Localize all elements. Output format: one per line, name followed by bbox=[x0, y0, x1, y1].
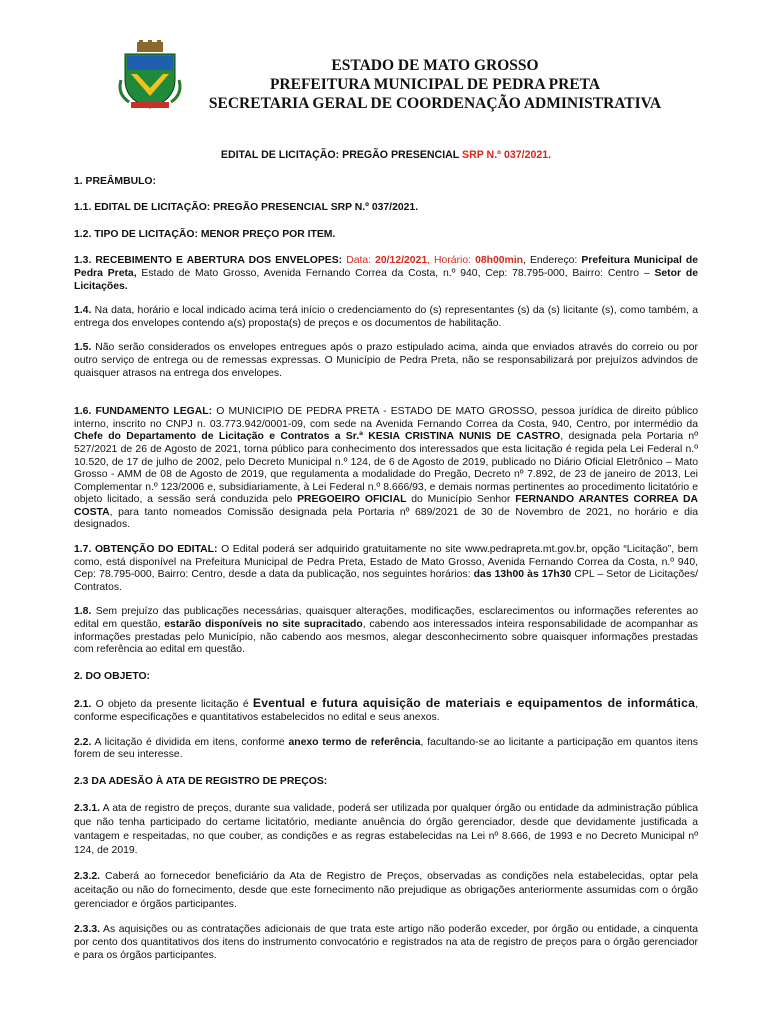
section-2-heading: 2. DO OBJETO: bbox=[74, 670, 151, 682]
section-1-8: 1.8. Sem prejuízo das publicações necessárias, quaisquer alterações, modificações, esclarecimentos ou informações referentes ao edital em questão, estarão disponíveis no site supracitado, cabendo aos interessados inteira responsabilidade de acompanhar as informações prestadas pelo Município, não cabendo aos mesmos, alegar desconhecimento sobre quaisquer informações prestadas com referência ao edital em questão. bbox=[74, 606, 698, 656]
document-title: EDITAL DE LICITAÇÃO: PREGÃO PRESENCIAL SRP N.º 037/2021. bbox=[220, 149, 552, 161]
header-prefecture: PREFEITURA MUNICIPAL DE PEDRA PRETA bbox=[269, 76, 601, 93]
section-1-5: 1.5. Não serão considerados os envelopes entregues após o prazo estipulado acima, ainda que enviados através do correio ou por outro serviço de entrega ou de remessas expressas. O Município de Pedra Preta, não se responsabilizará por prejuízos advindos de quaisquer atrasos na entrega dos envelopes. bbox=[74, 342, 698, 379]
section-1-1: 1.1. EDITAL DE LICITAÇÃO: PREGÃO PRESENCIAL SRP N.º 037/2021. bbox=[74, 202, 419, 214]
header-state: ESTADO DE MATO GROSSO bbox=[331, 57, 539, 74]
section-1-2: 1.2. TIPO DE LICITAÇÃO: MENOR PREÇO POR ITEM. bbox=[74, 228, 336, 240]
section-2-3-2: 2.3.2. Caberá ao fornecedor beneficiário da Ata de Registro de Preços, observadas as condições nela estabelecidas, optar pela aceitação ou não do fornecimento, desde que este fornecimento não prejudique as obrigações anteriormente assumidas com o órgão gerenciador e órgãos participantes. bbox=[74, 871, 698, 911]
section-2-2: 2.2. A licitação é dividida em itens, conforme anexo termo de referência, facultando-se ao licitante a participação em quantos itens forem de seu interesse. bbox=[74, 736, 698, 761]
section-2-1: 2.1. O objeto da presente licitação é Eventual e futura aquisição de materiais e equipamentos de informática, conforme especificações e quantitativos estabelecidos no edital e seus anexos. bbox=[74, 696, 698, 723]
section-2-3-heading: 2.3 DA ADESÃO À ATA DE REGISTRO DE PREÇOS: bbox=[74, 775, 328, 787]
document-body bbox=[74, 149, 698, 962]
section-2-3-1: 2.3.1. A ata de registro de preços, durante sua validade, poderá ser utilizada por qualquer órgão ou entidade da administração pública que não tenha participado do certame licitatório, mediante anuência do órgão gerenciador, desde que devidamente justificada a vantagem e respeitadas, no que couber, as condições e as regras estabelecidas na Lei nº 8.666, de 1993 e no Decreto Municipal nº 124, de 2019. bbox=[74, 803, 698, 857]
section-1-6: 1.6. FUNDAMENTO LEGAL: O MUNICIPIO DE PEDRA PRETA - ESTADO DE MATO GROSSO, pessoa jurídica de direito público interno, inscrito no CNPJ n. 03.773.942/0001-09, com sede na Avenida Fernando Correa da Costa, 940, Centro, por intermédio da Chefe do Departamento de Licitação e Contratos a Sr.ª KESIA CRISTINA NUNIS DE CASTRO, designada pela Portaria nº 527/2021 de 26 de Agosto de 2021, torna público para conhecimento dos interessados que esta licitação é regida pela Lei Federal n.º 10.520, de 17 de julho de 2002, pelo Decreto Municipal n.º 124, de 6 de Agosto de 2019, publicado no Diário Oficial Eletrônico – Mato Grosso - AMM de 08 de Agosto de 2019, que regulamenta a modalidade do Pregão, Decreto nº 7.892, de 23 de janeiro de 2013, Lei Complementar n.º 123/2006 e, subsidiariamente, à Lei Federal n.º 8.666/93, e demais normas pertinentes ao procedimento licitatório e objeto licitado, a sessão será conduzida pelo PREGOEIRO OFICIAL do Município Senhor FERNANDO ARANTES CORREA DA COSTA, para tanto nomeados Comissão designada pela Portaria nº 689/2021 de 30 de Novembro de 2021, no horário e dia designados. bbox=[74, 406, 698, 531]
municipal-crest-icon bbox=[117, 40, 183, 110]
section-1-4: 1.4. Na data, horário e local indicado acima terá início o credenciamento do (s) representantes (s) da (s) licitante (s), como também, a entrega dos envelopes contendo a(s) proposta(s) de preços e os documentos de habilitação. bbox=[74, 305, 698, 329]
section-2-3-3: 2.3.3. As aquisições ou as contratações adicionais de que trata este artigo não poderão exceder, por órgão ou entidade, a cinquenta por cento dos quantitativos dos itens do instrumento convocatório e registrados na ata de registro de preços para o órgão gerenciador e para os órgãos participantes. bbox=[74, 924, 698, 961]
section-1-heading: 1. PREÂMBULO: bbox=[74, 175, 156, 187]
document-header bbox=[190, 56, 680, 113]
section-1-7: 1.7. OBTENÇÃO DO EDITAL: O Edital poderá ser adquirido gratuitamente no site www.pedrapreta.mt.gov.br, opção “Licitação”, bem como, está disponível na Prefeitura Municipal de Pedra Preta, Estado de Mato Grosso, Avenida Fernando Correa da Costa, n.º 940, Cep: 78.795-000, Bairro: Centro, desde a data da publicação, nos seguintes horários: das 13h00 às 17h30 CPL – Setor de Licitações/ Contratos. bbox=[74, 544, 698, 593]
section-1-3: 1.3. RECEBIMENTO E ABERTURA DOS ENVELOPES: Data: 20/12/2021, Horário: 08h00min, Endereço: Prefeitura Municipal de Pedra Preta, Estado de Mato Grosso, Avenida Fernando Correa da Costa, n.º 940, Cep: 78.795-000, Bairro: Centro – Setor de Licitações. bbox=[74, 255, 699, 292]
header-secretariat: SECRETARIA GERAL DE COORDENAÇÃO ADMINISTRATIVA bbox=[208, 95, 662, 112]
